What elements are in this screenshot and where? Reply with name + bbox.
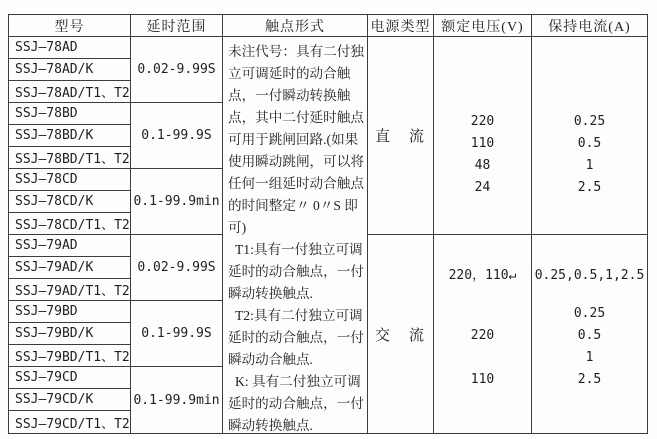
model-cell: SSJ—78BD/K [9, 125, 131, 147]
contact-form-default: 未注代号：具有二付独立可调延时的动合触点，一付瞬动转换触点，其中二付延时触点可用于跳闸回路.(如果使用瞬动跳闸，可以将任何一组延时动合触点的时间整定〃 0〃S 即可) [228, 44, 364, 235]
ac-current-value: 2.5 [577, 372, 602, 387]
model-cell: SSJ—78CD [9, 169, 131, 191]
power-type-dc-cell: 直 流 [368, 37, 434, 235]
header-contact-form: 触点形式 [223, 15, 368, 37]
model-cell: SSJ—79CD/K [9, 389, 131, 411]
dc-voltage-value: 24 [474, 180, 491, 195]
contact-form-t2: T2:具有二付独立可调延时的动合触点，一付瞬动动合触点. [228, 308, 364, 367]
header-model: 型号 [9, 15, 131, 37]
power-type-ac-cell: 交 流 [368, 235, 434, 433]
ac-voltage-value [434, 347, 531, 369]
dc-current-value: 0.25 [573, 114, 606, 129]
ac-current-value: 0.5 [577, 328, 602, 343]
model-cell: SSJ—79AD [9, 235, 131, 257]
contact-form-t1: T1:具有一付独立可调延时的动合触点，一付瞬动转换触点. [228, 242, 364, 301]
model-cell: SSJ—79AD/T1、T2 [9, 279, 131, 301]
ac-voltage-value: 220 [470, 328, 495, 343]
holding-current-dc-cell [532, 37, 647, 235]
ac-current-value: 1 [585, 350, 594, 365]
ac-current-combined: 0.25,0.5,1,2.5 [534, 268, 645, 283]
dc-voltage-value: 220 [470, 114, 495, 129]
model-cell: SSJ—79BD [9, 301, 131, 323]
delay-range-cell: 0.1-99.9min [131, 367, 223, 433]
header-power-type: 电源类型 [368, 15, 434, 37]
header-delay-range: 延时范围 [131, 15, 223, 37]
contact-form-cell [223, 37, 368, 433]
delay-range-cell: 0.1-99.9S [131, 301, 223, 367]
model-cell: SSJ—79CD [9, 367, 131, 389]
header-holding-current: 保持电流(A) [532, 15, 647, 37]
ac-voltage-combined: 220，110↵ [448, 268, 517, 283]
model-cell: SSJ—79AD/K [9, 257, 131, 279]
dc-current-value: 1 [585, 158, 594, 173]
model-cell: SSJ—78CD/T1、T2 [9, 213, 131, 235]
dc-current-value: 0.5 [577, 136, 602, 151]
spec-table [8, 14, 648, 434]
model-cell: SSJ—78AD [9, 37, 131, 59]
dc-current-value: 2.5 [577, 180, 602, 195]
rated-voltage-dc-cell [434, 37, 532, 235]
holding-current-ac-cell [532, 235, 647, 433]
delay-range-cell: 0.02-9.99S [131, 235, 223, 301]
model-cell: SSJ—78CD/K [9, 191, 131, 213]
model-cell: SSJ—78AD/T1、T2 [9, 81, 131, 103]
delay-range-cell: 0.02-9.99S [131, 37, 223, 103]
model-cell: SSJ—79BD/T1、T2 [9, 345, 131, 367]
model-cell: SSJ—78BD [9, 103, 131, 125]
model-cell: SSJ—79BD/K [9, 323, 131, 345]
delay-range-cell: 0.1-99.9min [131, 169, 223, 235]
contact-form-k: K: 具有二付独立可调延时的动合触点，一付瞬动转换触点. [228, 374, 364, 433]
dc-voltage-value: 48 [474, 158, 491, 173]
ac-voltage-value: 110 [470, 372, 495, 387]
header-rated-voltage: 额定电压(V) [434, 15, 532, 37]
delay-range-cell: 0.1-99.9S [131, 103, 223, 169]
dc-voltage-value: 110 [470, 136, 495, 151]
model-cell: SSJ—78BD/T1、T2 [9, 147, 131, 169]
ac-current-value: 0.25 [573, 306, 606, 321]
model-cell: SSJ—78AD/K [9, 59, 131, 81]
rated-voltage-ac-cell [434, 235, 532, 433]
model-cell: SSJ—79CD/T1、T2 [9, 411, 131, 433]
ac-voltage-value [434, 303, 531, 325]
